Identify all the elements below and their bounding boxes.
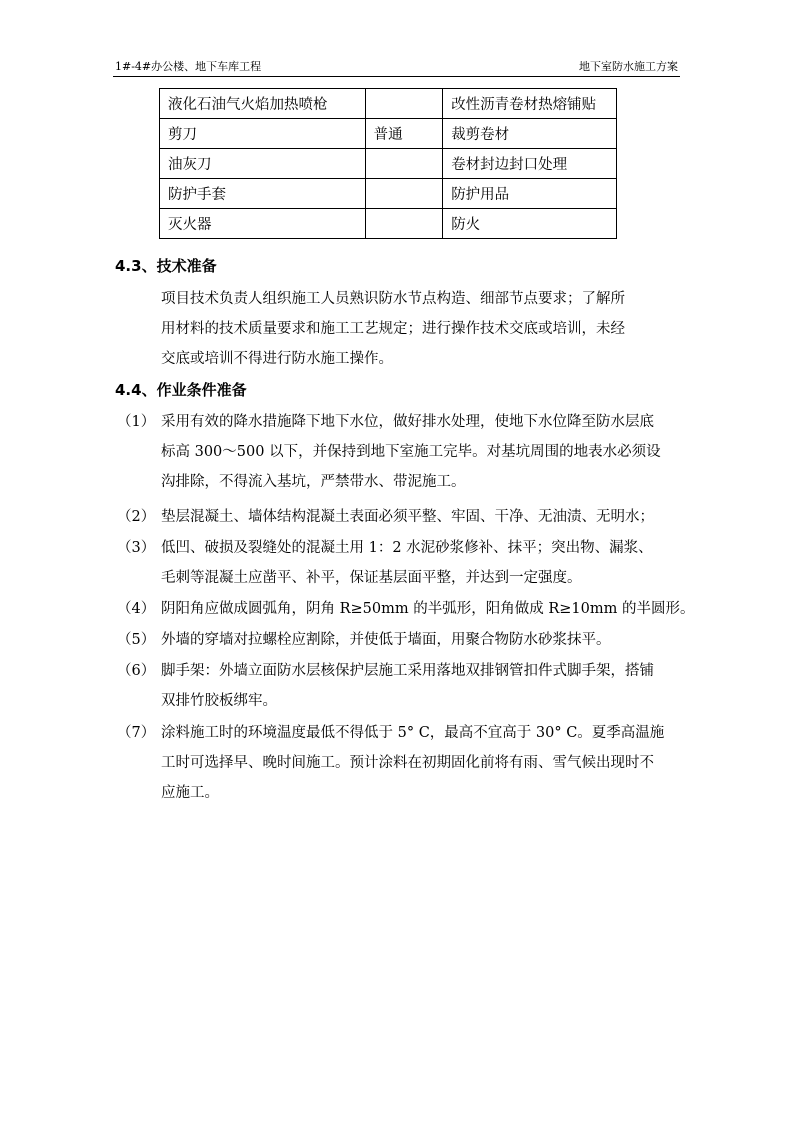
table-cell-spec [365,149,443,179]
table-cell-use: 裁剪卷材 [443,119,617,149]
table-cell-use: 改性沥青卷材热熔铺贴 [443,89,617,119]
header-document-title: 地下室防水施工方案 [579,60,678,73]
table-cell-spec [365,209,443,239]
list-item-number: （3） [117,540,156,556]
table-cell-name: 油灰刀 [160,149,366,179]
page-header [113,56,680,77]
table-cell-spec [365,179,443,209]
table-cell-use: 卷材封边封口处理 [443,149,617,179]
list-item-line: 毛刺等混凝土应凿平、补平，保证基层面平整，并达到一定强度。 [161,570,582,586]
table-cell-name: 剪刀 [160,119,366,149]
list-item-line: 采用有效的降水措施降下地下水位，做好排水处理，使地下水位降至防水层底 [161,414,654,430]
list-item-line: 标高 300～500 以下，并保持到地下室施工完毕。对基坑周围的地表水必须设 [161,444,661,460]
table-row [160,89,617,119]
list-item-line: 低凹、破损及裂缝处的混凝土用 1：2 水泥砂浆修补、抹平；突出物、漏浆、 [161,540,653,556]
list-item-number: （6） [117,663,156,679]
paragraph-line: 项目技术负责人组织施工人员熟识防水节点构造、细部节点要求；了解所 [161,291,625,307]
section-heading-technical-prep: 4.3、技术准备 [115,257,217,275]
list-item-line: 脚手架：外墙立面防水层核保护层施工采用落地双排钢管扣件式脚手架，搭铺 [161,663,654,679]
header-project-title: 1#-4#办公楼、地下车库工程 [115,60,262,73]
list-item-line: 应施工。 [161,785,219,801]
list-item-line: 工时可选择早、晚时间施工。预计涂料在初期固化前将有雨、雪气候出现时不 [161,755,654,771]
list-item-line: 阴阳角应做成圆弧角，阴角 R≥50mm 的半弧形，阳角做成 R≥10mm 的半圆形。 [161,601,695,617]
table-cell-use: 防护用品 [443,179,617,209]
table-row [160,149,617,179]
table-cell-name: 灭火器 [160,209,366,239]
paragraph-line: 交底或培训不得进行防水施工操作。 [161,351,393,367]
section-heading-work-conditions: 4.4、作业条件准备 [115,381,247,399]
list-item-line: 双排竹胶板绑牢。 [161,693,277,709]
table-row [160,209,617,239]
table-cell-name: 液化石油气火焰加热喷枪 [160,89,366,119]
table-cell-use: 防火 [443,209,617,239]
list-item-number: （5） [117,632,156,648]
table-cell-spec: 普通 [365,119,443,149]
list-item-number: （1） [117,414,156,430]
table-row [160,119,617,149]
table-cell-name: 防护手套 [160,179,366,209]
paragraph-line: 用材料的技术质量要求和施工工艺规定；进行操作技术交底或培训，未经 [161,321,625,337]
equipment-table [159,88,617,239]
list-item-number: （7） [117,725,156,741]
list-item-line: 垫层混凝土、墙体结构混凝土表面必须平整、牢固、干净、无油渍、无明水； [161,509,654,525]
list-item-line: 沟排除，不得流入基坑，严禁带水、带泥施工。 [161,474,466,490]
list-item-number: （2） [117,509,156,525]
list-item-line: 涂料施工时的环境温度最低不得低于 5° C，最高不宜高于 30° C。夏季高温施 [161,725,665,741]
table-row [160,179,617,209]
list-item-line: 外墙的穿墙对拉螺栓应割除，并使低于墙面，用聚合物防水砂浆抹平。 [161,632,611,648]
list-item-number: （4） [117,601,156,617]
table-cell-spec [365,89,443,119]
